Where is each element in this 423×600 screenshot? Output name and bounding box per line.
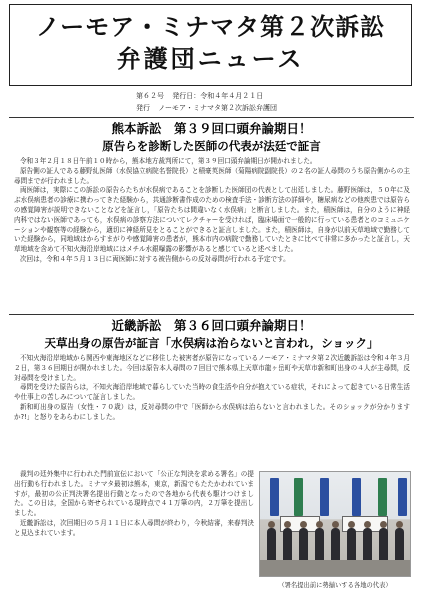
publisher-info	[136, 103, 283, 113]
newsletter-title-line2: 弁護団ニュース	[116, 44, 305, 73]
person-figure	[396, 521, 403, 528]
issue-info	[136, 91, 269, 101]
article-paragraph: 次回は，令和４年５月１３日に両医師に対する被告側からの反対尋問が行われる予定です。	[19, 254, 290, 263]
signature-delivery-photo	[259, 471, 411, 577]
article-paragraph: 両医師は，実際にこの訴訟の原告らたちが水俣病であることを診断した医師団の代表として出廷しました。藤野医師は，５０年に及ぶ水俣病患者の診療に携わってきた経験から，共通診断書作成のための検査手法・診断方法の詳細や，糖尿病などの他疾患では原告らの感覚障害が説明できないことなどを証言し，「原告たちは間違いなく水俣病」と断言しました。また，積医師は，自分のように神経内科ではない医師であっても，水俣病の診察方法についてレクチャーを受ければ，臨床場面で一般的に行っている患者とのコミュニケーションや観察等の経験から，適切に神経所見をとることができると証言しました。また，積医師は，自身が以前天草地域で勤務していた経験から，同地域はからすまがりや感覚障害の患者が，熊本市内の病院で勤務していたときに比べて非常に多かったと証言し，天草地域を含めて不知火海沿岸地域にはメチル水銀曝露の影響があると感じていると述べました。	[14, 186, 410, 254]
person-figure	[299, 528, 308, 562]
person-figure	[363, 528, 372, 562]
article-paragraph: 近畿訴訟は，次回期日の５月１１日に本人尋問が終わり，今秋結審，来春判決と見込まれています。	[14, 518, 254, 537]
person-figure	[315, 528, 324, 562]
person-figure	[267, 528, 276, 562]
article-paragraph: 原告側の証人である藤野糺医師（水俣協立病院名誉院長）と積豪英医師（菊陽病院副院長）の２名の証人尋問のうち原告側からの主尋問までが行われました。	[14, 166, 410, 185]
issue-number: 第６２号	[136, 92, 164, 100]
publisher-label: 発行	[136, 104, 150, 112]
section2-article	[14, 354, 410, 423]
newsletter-title-line1: ノーモア・ミナマタ第２次訴訟	[35, 12, 386, 41]
section1-headline: 熊本訴訟 第３９回口頭弁論期日！	[111, 121, 312, 136]
banner-flag	[320, 478, 329, 516]
banner-flag	[398, 478, 407, 516]
banner-flag	[352, 478, 361, 516]
person-figure	[395, 528, 404, 562]
section2-headline: 近畿訴訟 第３６回口頭弁論期日！	[111, 318, 312, 333]
person-figure	[380, 521, 387, 528]
person-figure	[332, 521, 339, 528]
header-divider	[9, 117, 414, 118]
person-figure	[284, 521, 291, 528]
person-figure	[268, 521, 275, 528]
masthead	[9, 4, 412, 86]
article-paragraph: 令和３年２月１８日午前１０時から，熊本地方裁判所にて，第３９回口頭弁論期日が開かれました。	[19, 157, 317, 165]
person-figure	[348, 521, 355, 528]
section1-article	[14, 157, 410, 265]
person-figure	[379, 528, 388, 562]
article-paragraph: 裁判の廷外集中に行われた門前宣伝において「公正な判決を求める署名」の提出行動も行われました。ミナマタ最初は熊本，東京，新潟でもたたかわれていますが，最初の公正判決署名提出行動となったので各地から代表も駆けつけました。この日は，全国から寄せられている現時点で４１万筆の内，２万筆を提出しました。	[14, 470, 254, 518]
person-figure	[347, 528, 356, 562]
article-paragraph: 不知火海沿岸地域から関西や東海地区などに移住した被害者が原告になっているノーモア・ミナマタ第２次近畿訴訟は令和４年３月２日，第３６回期日が開かれました。今回は原告本人尋問の７回目で熊本県上天草市龍ヶ岳町や天草市新和町出身の４人が主尋問，反対尋問を受けました。	[14, 354, 410, 382]
section1-subhead: 原告らを診断した医師の代表が法廷で証言	[102, 139, 321, 153]
ground	[260, 560, 410, 576]
person-figure	[300, 521, 307, 528]
banner-flag	[270, 478, 279, 516]
photo-caption: （署名提出前に勢揃いする各地の代表）	[278, 582, 392, 589]
publisher-name: ノーモア・ミナマタ第２次訴訟弁護団	[158, 104, 278, 112]
banner-flag	[378, 478, 387, 516]
person-figure	[364, 521, 371, 528]
article-paragraph: 新和町出身の原告（女性・７０歳）は，反対尋問の中で「医師から水俣病は治らないと言われました。そのショックが分かりますか?!」と怒りをあらわにしました。	[14, 402, 410, 421]
issue-date: 発行日：令和４年４月２１日	[172, 92, 264, 100]
person-figure	[283, 528, 292, 562]
section-divider	[9, 314, 414, 315]
article-paragraph: 尋問を受けた原告らは，不知火海沿岸地域で暮らしていた当時の食生活や自分が抱えている症状，それによって起きている日常生活や仕事上の苦しみについて証言しました。	[14, 383, 410, 402]
section2-subhead: 天草出身の原告が証言「水俣病は治らないと言われ，ショック」	[44, 336, 379, 350]
section2-article-narrow	[14, 470, 254, 539]
person-figure	[331, 528, 340, 562]
person-figure	[316, 521, 323, 528]
banner-flag	[294, 478, 303, 516]
